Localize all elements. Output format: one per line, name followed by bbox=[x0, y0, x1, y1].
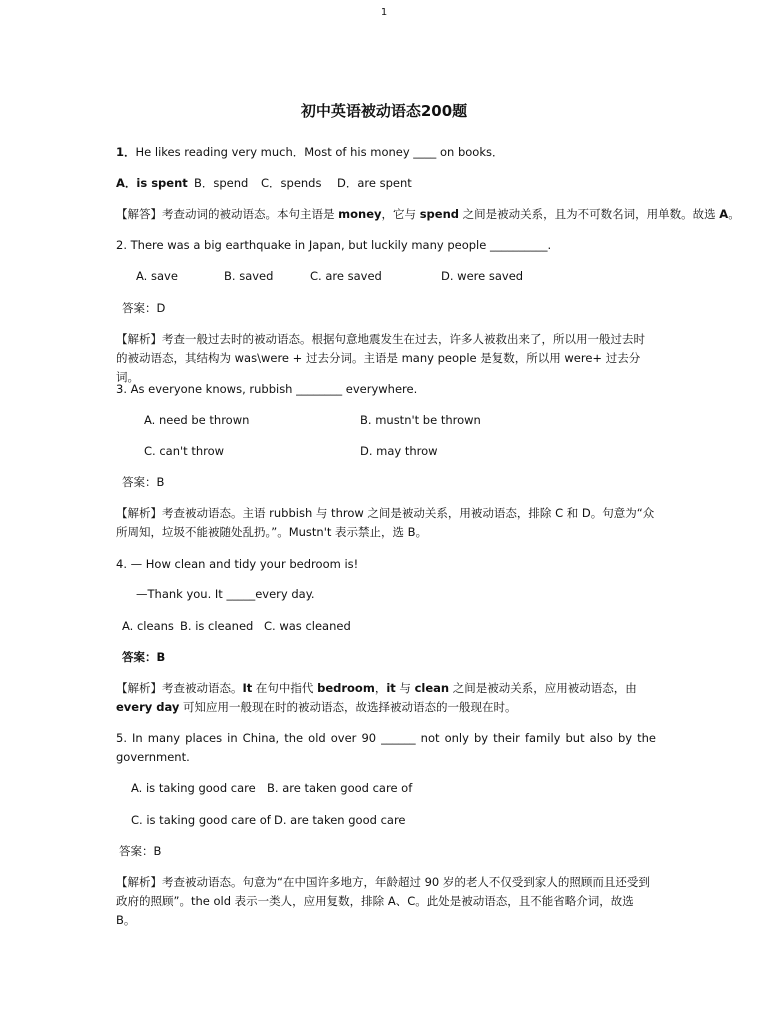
explanation-keyword: spend bbox=[419, 207, 459, 221]
question-3-explanation: 【解析】考查被动语态。主语 rubbish 与 throw 之间是被动关系，用被动语态，排除 C 和 D。句意为“众所周知，垃圾不能被随处乱扔。”。Mustn't 表示禁止，选 B。 bbox=[116, 506, 655, 539]
explanation-keyword: money bbox=[338, 207, 382, 221]
explanation-keyword: It bbox=[242, 681, 253, 695]
question-1-option-c: C．spends bbox=[261, 176, 322, 190]
question-3-option-d: D. may throw bbox=[360, 444, 438, 458]
explanation-text: 之间是被动关系，应用被动语态，由 bbox=[449, 681, 637, 695]
explanation-keyword: clean bbox=[414, 681, 450, 695]
question-3-option-c: C. can't throw bbox=[144, 444, 225, 458]
explanation-text: 【解答】考查动词的被动语态。本句主语是 bbox=[116, 207, 339, 221]
question-1-stem bbox=[116, 143, 503, 162]
question-2-explanation: 【解析】考查一般过去时的被动语态。根据句意地震发生在过去，许多人被救出来了，所以用一般过去时的被动语态，其结构为 was\were + 过去分词。主语是 many people 是复数，所以用 were+ 过去分词。 bbox=[116, 332, 645, 384]
question-1-text: He likes reading very much．Most of his money ____ on books． bbox=[135, 145, 504, 159]
explanation-text: ，它与 bbox=[381, 207, 420, 221]
question-1-explanation bbox=[116, 205, 740, 224]
question-2-options bbox=[136, 267, 523, 286]
question-3-stem: 3. As everyone knows, rubbish ________ everywhere. bbox=[116, 382, 418, 396]
question-4-stem: 4. — How clean and tidy your bedroom is! bbox=[116, 557, 359, 571]
question-2-option-d: D. were saved bbox=[441, 269, 524, 283]
explanation-keyword: every day bbox=[116, 700, 180, 714]
question-5-options-row-2 bbox=[131, 811, 406, 830]
question-3-options-row-1 bbox=[144, 411, 481, 430]
question-2-answer: 答案：D bbox=[122, 301, 166, 315]
explanation-text: 与 bbox=[395, 681, 415, 695]
explanation-text: 在句中指代 bbox=[252, 681, 318, 695]
question-4-option-c: C. was cleaned bbox=[264, 619, 351, 633]
page-number: 1 bbox=[380, 7, 388, 18]
question-5-option-c: C. is taking good care of bbox=[131, 813, 271, 827]
question-2-option-c: C. are saved bbox=[310, 269, 382, 283]
question-1-options bbox=[116, 174, 412, 193]
question-1-number: 1． bbox=[116, 145, 136, 159]
explanation-text: 可知应用一般现在时的被动语态，故选择被动语态的一般现在时。 bbox=[179, 700, 517, 714]
question-4-explanation bbox=[116, 679, 656, 717]
question-5-explanation: 【解析】考查被动语态。句意为“在中国许多地方，年龄超过 90 岁的老人不仅受到家人的照顾而且还受到政府的照顾”。the old 表示一类人，应用复数，排除 A、C。此处是被动语态，且不能省略介词，故选 B。 bbox=[116, 875, 650, 927]
question-4-answer: 答案：B bbox=[122, 650, 166, 664]
question-2-option-b: B. saved bbox=[224, 269, 274, 283]
question-2-option-a: A. save bbox=[136, 269, 178, 283]
explanation-text: ， bbox=[374, 681, 387, 695]
question-5-stem: 5. In many places in China, the old over 90 ______ not only by their family but also by the government. bbox=[116, 731, 656, 764]
question-3-option-b: B. mustn't be thrown bbox=[360, 413, 481, 427]
explanation-text: 之间是被动关系，且为不可数名词，用单数。故选 bbox=[458, 207, 720, 221]
question-4-reply: —Thank you. It _____every day. bbox=[136, 587, 315, 601]
question-3-option-a: A. need be thrown bbox=[144, 413, 250, 427]
question-5-answer: 答案：B bbox=[119, 844, 162, 858]
question-4-option-b: B. is cleaned bbox=[180, 619, 254, 633]
question-4-options bbox=[122, 617, 351, 636]
question-1-option-a: A．is spent bbox=[116, 176, 188, 190]
explanation-keyword: bedroom bbox=[317, 681, 375, 695]
document-title: 初中英语被动语态200题 bbox=[300, 102, 468, 120]
explanation-keyword: it bbox=[386, 681, 396, 695]
explanation-text: 。 bbox=[728, 207, 740, 221]
explanation-keyword: A bbox=[719, 207, 729, 221]
question-4-option-a: A. cleans bbox=[122, 619, 174, 633]
question-3-options-row-2 bbox=[144, 442, 438, 461]
question-3-answer: 答案：B bbox=[122, 475, 165, 489]
question-5-option-b: B. are taken good care of bbox=[267, 781, 413, 795]
question-2-stem: 2. There was a big earthquake in Japan, but luckily many people __________. bbox=[116, 238, 552, 252]
question-1-option-b: B．spend bbox=[194, 176, 249, 190]
question-5-options-row-1 bbox=[131, 779, 412, 798]
question-5-option-d: D. are taken good care bbox=[274, 813, 406, 827]
explanation-text: 【解析】考查被动语态。 bbox=[116, 681, 243, 695]
question-1-option-d: D．are spent bbox=[337, 176, 412, 190]
question-5-option-a: A. is taking good care bbox=[131, 781, 256, 795]
